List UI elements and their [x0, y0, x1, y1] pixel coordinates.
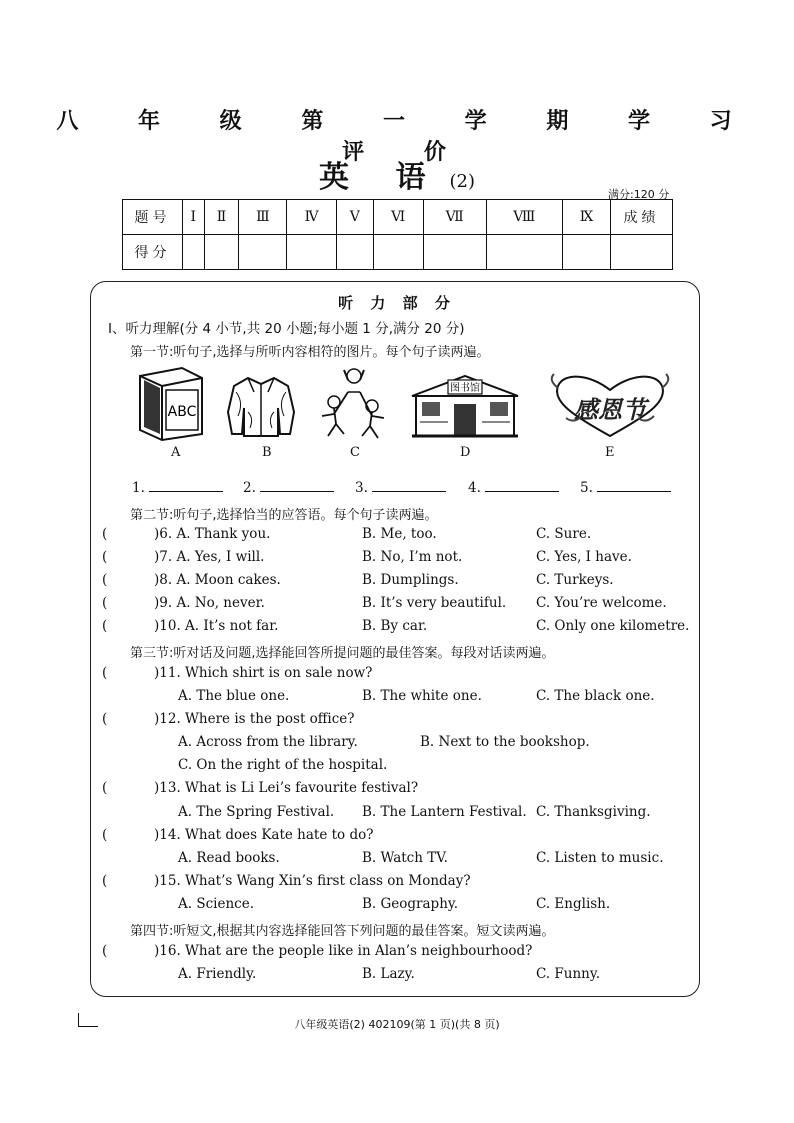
col-6: Ⅵ [373, 200, 423, 235]
q13-option-a: A. The Spring Festival. [178, 804, 335, 820]
q16-option-a: A. Friendly. [178, 966, 257, 982]
q11-option-c: C. The black one. [536, 688, 655, 704]
q12-option-a: A. Across from the library. [178, 734, 358, 750]
score-cell[interactable] [611, 235, 673, 270]
subject-heading [0, 152, 794, 196]
score-table [122, 199, 673, 270]
score-cell[interactable] [239, 235, 287, 270]
picture-label-b: B [262, 445, 272, 460]
section-title: 听 力 部 分 [338, 294, 456, 312]
exam-title: 八 年 级 第 一 学 期 学 习 评 价 [56, 108, 758, 165]
answer-blank-1[interactable] [132, 480, 223, 496]
subsection-4-heading: 第四节:听短文,根据其内容选择能回答下列问题的最佳答案。短文读两遍。 [130, 924, 555, 939]
subsection-3-heading: 第三节:听对话及问题,选择能回答所提问题的最佳答案。每段对话读两遍。 [130, 646, 555, 661]
q12-option-b: B. Next to the bookshop. [420, 734, 590, 750]
blank-line[interactable] [597, 480, 671, 492]
full-mark: 满分:120 分 [608, 188, 670, 201]
paren[interactable]: ( [102, 873, 108, 889]
col-8: Ⅷ [486, 200, 562, 235]
book-text: ABC [167, 404, 197, 420]
q13-stem: )13. What is Li Lei’s favourite festival? [154, 780, 419, 796]
blank-line[interactable] [485, 480, 559, 492]
q15-stem: )15. What’s Wang Xin’s first class on Monday? [154, 873, 471, 889]
paren[interactable]: ( [102, 665, 108, 681]
jacket-icon [224, 372, 298, 440]
library-sign: 图书馆 [450, 383, 480, 394]
paren[interactable]: ( [102, 618, 108, 634]
col-1: Ⅰ [183, 200, 205, 235]
q7-option-c: C. Yes, I have. [536, 549, 632, 565]
q16-stem: )16. What are the people like in Alan’s neighbourhood? [154, 943, 533, 959]
q8-stem: )8. A. Moon cakes. [154, 572, 281, 588]
library-icon [408, 372, 522, 440]
score-cell[interactable] [336, 235, 373, 270]
q7-option-b: B. No, I’m not. [362, 549, 463, 565]
col-2: Ⅱ [204, 200, 239, 235]
blank-number: 2. [243, 480, 256, 496]
answer-blank-4[interactable] [468, 480, 559, 496]
q14-stem: )14. What does Kate hate to do? [154, 827, 374, 843]
answer-blank-5[interactable] [580, 480, 671, 496]
question-number-row [123, 200, 673, 235]
q16-option-b: B. Lazy. [362, 966, 415, 982]
score-cell[interactable] [486, 235, 562, 270]
row-label: 得分 [123, 235, 183, 270]
q10-stem: )10. A. It’s not far. [154, 618, 279, 634]
q15-option-c: C. English. [536, 896, 611, 912]
q9-stem: )9. A. No, never. [154, 595, 265, 611]
blank-number: 3. [355, 480, 368, 496]
paren[interactable]: ( [102, 780, 108, 796]
q11-option-b: B. The white one. [362, 688, 482, 704]
q15-option-b: B. Geography. [362, 896, 459, 912]
col-5: Ⅴ [336, 200, 373, 235]
q7-stem: )7. A. Yes, I will. [154, 549, 265, 565]
q16-option-c: C. Funny. [536, 966, 601, 982]
subsection-2-heading: 第二节:听句子,选择恰当的应答语。每个句子读两遍。 [130, 508, 438, 523]
q13-option-b: B. The Lantern Festival. [362, 804, 527, 820]
picture-label-d: D [460, 445, 471, 460]
blank-number: 4. [468, 480, 481, 496]
col-3: Ⅲ [239, 200, 287, 235]
picture-label-a: A [171, 445, 181, 460]
q9-option-c: C. You’re welcome. [536, 595, 667, 611]
q12-option-c: C. On the right of the hospital. [178, 757, 388, 773]
q8-option-c: C. Turkeys. [536, 572, 614, 588]
score-cell[interactable] [423, 235, 486, 270]
score-cell[interactable] [562, 235, 610, 270]
paren[interactable]: ( [102, 711, 108, 727]
blank-line[interactable] [149, 480, 223, 492]
q6-option-b: B. Me, too. [362, 526, 437, 542]
paren[interactable]: ( [102, 572, 108, 588]
q14-option-b: B. Watch TV. [362, 850, 448, 866]
picture-label-c: C [350, 445, 360, 460]
col-7: Ⅶ [423, 200, 486, 235]
blank-number: 1. [132, 480, 145, 496]
paren[interactable]: ( [102, 827, 108, 843]
kids-playing-icon [318, 366, 390, 440]
abc-book-icon [134, 364, 208, 442]
col-9: Ⅸ [562, 200, 610, 235]
q11-stem: )11. Which shirt is on sale now? [154, 665, 373, 681]
row-label: 题号 [123, 200, 183, 235]
paren[interactable]: ( [102, 549, 108, 565]
answer-blank-2[interactable] [243, 480, 334, 496]
paren[interactable]: ( [102, 943, 108, 959]
subject-name: 英 语 [319, 160, 444, 195]
q9-option-b: B. It’s very beautiful. [362, 595, 507, 611]
q13-option-c: C. Thanksgiving. [536, 804, 651, 820]
paper-number: (2) [449, 171, 475, 192]
answer-blank-3[interactable] [355, 480, 446, 496]
q15-option-a: A. Science. [178, 896, 254, 912]
total-label: 成绩 [611, 200, 673, 235]
q6-option-c: C. Sure. [536, 526, 592, 542]
q6-stem: )6. A. Thank you. [154, 526, 271, 542]
picture-label-e: E [605, 445, 615, 460]
q11-option-a: A. The blue one. [178, 688, 290, 704]
q12-stem: )12. Where is the post office? [154, 711, 355, 727]
page-footer: 八年级英语(2) 402109(第 1 页)(共 8 页) [294, 1018, 500, 1031]
col-4: Ⅳ [287, 200, 337, 235]
paren[interactable]: ( [102, 595, 108, 611]
blank-number: 5. [580, 480, 593, 496]
score-cell[interactable] [287, 235, 337, 270]
paren[interactable]: ( [102, 526, 108, 542]
part-heading: Ⅰ、听力理解(分 4 小节,共 20 小题;每小题 1 分,满分 20 分) [108, 321, 465, 337]
thanksgiving-text: 感恩节 [574, 396, 646, 424]
score-cell[interactable] [373, 235, 423, 270]
q8-option-b: B. Dumplings. [362, 572, 459, 588]
q14-option-a: A. Read books. [178, 850, 280, 866]
q14-option-c: C. Listen to music. [536, 850, 664, 866]
score-cell[interactable] [183, 235, 205, 270]
q10-option-b: B. By car. [362, 618, 428, 634]
score-cell[interactable] [204, 235, 239, 270]
blank-line[interactable] [260, 480, 334, 492]
subsection-1-heading: 第一节:听句子,选择与所听内容相符的图片。每个句子读两遍。 [130, 345, 490, 360]
q10-option-c: C. Only one kilometre. [536, 618, 690, 634]
blank-line[interactable] [372, 480, 446, 492]
score-row [123, 235, 673, 270]
thanksgiving-heart-icon [544, 372, 676, 440]
